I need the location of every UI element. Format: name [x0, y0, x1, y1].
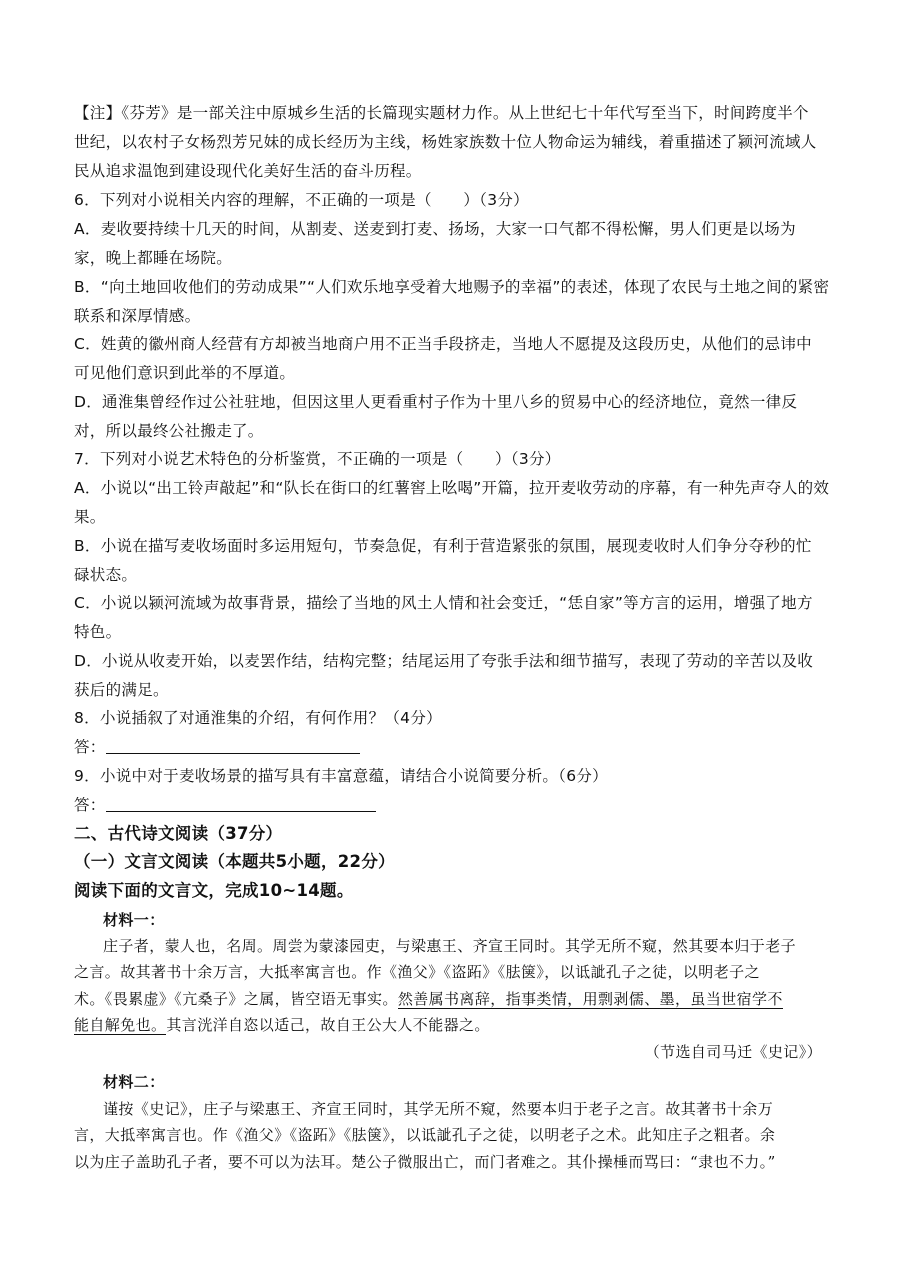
q6-option-d-line-1: D．通淮集曾经作过公社驻地，但因这里人更看重村子作为十里八乡的贸易中心的经济地位，竟然一律反: [74, 393, 798, 411]
material-1-line-4: [74, 1015, 834, 1035]
note-line-2: 世纪，以农村子女杨烈芳兄妹的成长经历为主线，杨姓家族数十位人物命运为辅线，着重描述了颍河流域人: [74, 133, 817, 151]
material-2-label: 材料二：: [103, 1073, 165, 1091]
material-1-line-3: [74, 989, 834, 1009]
q6-option-c-line-1: C．姓黄的徽州商人经营有方却被当地商户用不正当手段挤走，当地人不愿提及这段历史，从他们的忌讳中: [74, 335, 812, 353]
q7-option-a-line-1: A．小说以“出工铃声敲起”和“队长在街口的红薯窖上吆喝”开篇，拉开麦收劳动的序幕，有一种先声夺人的效: [74, 479, 830, 497]
answer-blank-line: [106, 797, 376, 812]
q6-option-b-line-2: 联系和深厚情感。: [74, 307, 201, 325]
q7-option-c-line-1: C．小说以颍河流域为故事背景，描绘了当地的风土人情和社会变迁，“恁自家”等方言的运用，增强了地方: [74, 594, 813, 612]
question-8-answer: [74, 737, 834, 757]
q7-option-b-line-2: 碌状态。: [74, 566, 138, 584]
question-9-answer: [74, 795, 834, 815]
q6-option-a-line-2: 家，晚上都睡在场院。: [74, 249, 233, 267]
material-1-source: （节选自司马迁《史记》）: [644, 1043, 822, 1061]
question-7-stem: 7．下列对小说艺术特色的分析鉴赏，不正确的一项是（ ）（3分）: [74, 450, 561, 468]
material-1-line-1: 庄子者，蒙人也，名周。周尝为蒙漆园吏，与梁惠王、齐宣王同时。其学无所不窥，然其要本归于老子: [103, 937, 797, 955]
answer-label: 答：: [74, 796, 106, 814]
question-9-stem: 9．小说中对于麦收场景的描写具有丰富意蕴，请结合小说简要分析。（6分）: [74, 767, 608, 785]
q6-option-d-line-2: 对，所以最终公社搬走了。: [74, 422, 264, 440]
q7-option-c-line-2: 特色。: [74, 623, 122, 641]
material-1-line-4-text: 其言洸洋自恣以适己，故自王公大人不能器之。: [166, 1016, 490, 1034]
material-1-line-3-text: 术。《畏累虚》《亢桑子》之属，皆空语无事实。: [74, 990, 398, 1008]
question-6-stem: 6．下列对小说相关内容的理解，不正确的一项是（ ）（3分）: [74, 191, 529, 209]
material-2-line-3: 以为庄子盖助孔子者，要不可以为法耳。楚公子微服出亡，而门者难之。其仆操棰而骂曰：“隶也不力。”: [74, 1153, 776, 1171]
section-2-title: 二、古代诗文阅读（37分）: [74, 824, 283, 843]
material-1-line-2: 之言。故其著书十余万言，大抵率寓言也。作《渔父》《盗跖》《胠箧》，以诋訿孔子之徒，以明老子之: [74, 963, 760, 981]
q6-option-a-line-1: A．麦收要持续十几天的时间，从割麦、送麦到打麦、扬场，大家一口气都不得松懈，男人们更是以场为: [74, 220, 796, 238]
answer-blank-line: [106, 739, 360, 754]
note-line-1: 【注】《芬芳》是一部关注中原城乡生活的长篇现实题材力作。从上世纪七十年代写至当下，时间跨度半个: [74, 104, 809, 122]
q7-option-d-line-2: 获后的满足。: [74, 681, 169, 699]
material-1-label: 材料一：: [103, 911, 165, 929]
material-2-line-2: 言，大抵率寓言也。作《渔父》《盗跖》《胠箧》，以诋訿孔子之徒，以明老子之术。此知庄子之粗者。余: [74, 1126, 776, 1144]
underlined-sentence: 然善属书离辞，指事类情，用剽剥儒、墨，虽当世宿学不: [397, 990, 783, 1008]
answer-label: 答：: [74, 738, 106, 756]
q6-option-b-line-1: B．“向土地回收他们的劳动成果”“人们欢乐地享受着大地赐予的幸福”的表述，体现了农民与土地之间的紧密: [74, 278, 830, 296]
q6-option-c-line-2: 可见他们意识到此举的不厚道。: [74, 364, 296, 382]
note-line-3: 民从追求温饱到建设现代化美好生活的奋斗历程。: [74, 162, 422, 180]
material-2-line-1: 谨按《史记》，庄子与梁惠王、齐宣王同时，其学无所不窥，然要本归于老子之言。故其著书十余万: [103, 1100, 774, 1118]
section-2-subtitle: （一）文言文阅读（本题共5小题，22分）: [74, 852, 395, 871]
q7-option-a-line-2: 果。: [74, 508, 106, 526]
q7-option-b-line-1: B．小说在描写麦收场面时多运用短句，节奏急促，有利于营造紧张的氛围，展现麦收时人们争分夺秒的忙: [74, 537, 812, 555]
q7-option-d-line-1: D．小说从收麦开始，以麦罢作结，结构完整；结尾运用了夸张手法和细节描写，表现了劳动的辛苦以及收: [74, 652, 814, 670]
section-2-instruction: 阅读下面的文言文，完成10~14题。: [74, 881, 354, 900]
underlined-sentence-end: 能自解免也。: [74, 1016, 167, 1034]
question-8-stem: 8．小说插叙了对通淮集的介绍，有何作用？（4分）: [74, 709, 442, 727]
